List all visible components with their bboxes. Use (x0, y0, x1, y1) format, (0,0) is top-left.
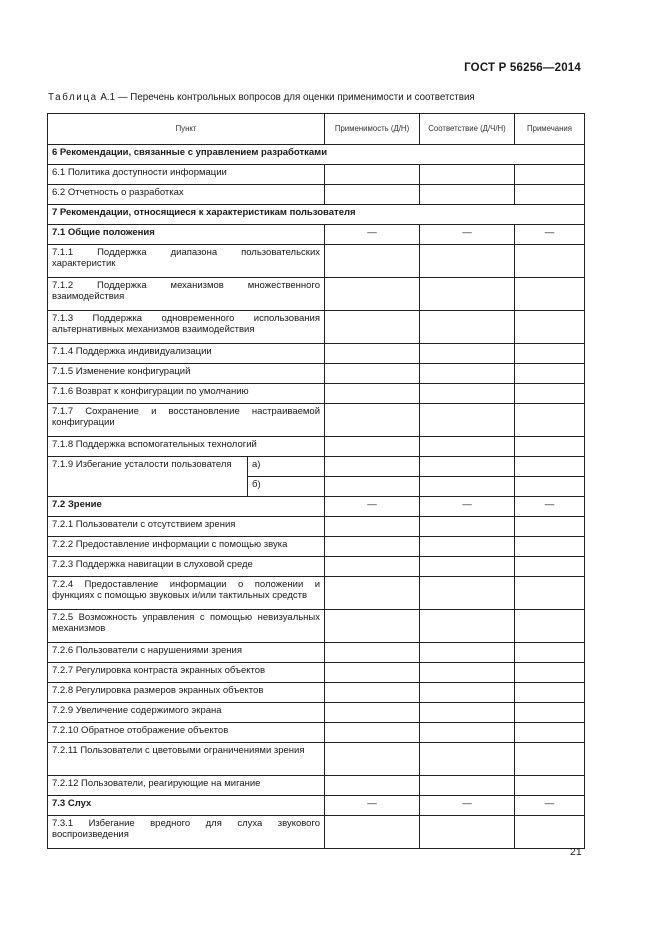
cell-applicability (325, 703, 420, 723)
cell-compliance (420, 723, 515, 743)
table-row (48, 364, 585, 384)
row-label: 7.2.10 Обратное отображение объектов (48, 723, 325, 743)
cell-compliance (420, 610, 515, 643)
row-label: 7.2.9 Увеличение содержимого экрана (48, 703, 325, 723)
cell-notes (515, 743, 585, 776)
cell-applicability (325, 816, 420, 849)
row-label: 7.3.1 Избегание вредного для слуха звукового воспроизведения (48, 816, 325, 849)
cell-notes (515, 311, 585, 344)
cell-compliance (420, 776, 515, 796)
row-label: 7.2.5 Возможность управления с помощью невизуальных механизмов (48, 610, 325, 643)
cell-applicability (325, 743, 420, 776)
cell-notes (515, 610, 585, 643)
cell-applicability (325, 537, 420, 557)
cell-notes (515, 517, 585, 537)
table-row (48, 723, 585, 743)
row-label: 7.2.8 Регулировка размеров экранных объектов (48, 683, 325, 703)
cell-compliance (420, 344, 515, 364)
row-label: 7.2.1 Пользователи с отсутствием зрения (48, 517, 325, 537)
table-row (48, 643, 585, 663)
cell-notes (515, 185, 585, 205)
table-row (48, 245, 585, 278)
cell-applicability: — (325, 225, 420, 245)
cell-applicability: — (325, 796, 420, 816)
row-label: 7.1.9 Избегание усталости пользователя (48, 457, 248, 497)
cell-applicability (325, 643, 420, 663)
cell-compliance (420, 404, 515, 437)
table-caption (48, 92, 475, 103)
cell-notes (515, 457, 585, 477)
cell-compliance (420, 663, 515, 683)
cell-compliance (420, 245, 515, 278)
table-row (48, 663, 585, 683)
row-label: 7.1.4 Поддержка индивидуализации (48, 344, 325, 364)
cell-applicability (325, 311, 420, 344)
cell-notes (515, 703, 585, 723)
row-label: 6.2 Отчетность о разработках (48, 185, 325, 205)
table-row (48, 610, 585, 643)
cell-notes (515, 577, 585, 610)
table-row (48, 743, 585, 776)
cell-notes (515, 776, 585, 796)
cell-applicability (325, 344, 420, 364)
cell-applicability (325, 364, 420, 384)
table-row (48, 537, 585, 557)
row-label: 6 Рекомендации, связанные с управлением разработками (48, 145, 585, 165)
table-row (48, 437, 585, 457)
cell-applicability (325, 610, 420, 643)
cell-compliance: — (420, 796, 515, 816)
checklist-table (47, 113, 585, 849)
cell-compliance: — (420, 225, 515, 245)
cell-notes (515, 344, 585, 364)
cell-applicability (325, 437, 420, 457)
cell-compliance (420, 557, 515, 577)
row-label: 7.2.12 Пользователи, реагирующие на мигание (48, 776, 325, 796)
table-row (48, 683, 585, 703)
cell-compliance (420, 165, 515, 185)
cell-notes (515, 245, 585, 278)
row-sublabel-a: а) (248, 457, 325, 477)
row-label: 7 Рекомендации, относящиеся к характеристикам пользователя (48, 205, 585, 225)
cell-applicability (325, 404, 420, 437)
table-row (48, 278, 585, 311)
cell-applicability (325, 245, 420, 278)
cell-notes (515, 663, 585, 683)
row-label: 7.1.6 Возврат к конфигурации по умолчанию (48, 384, 325, 404)
cell-notes (515, 404, 585, 437)
table-row (48, 311, 585, 344)
table-row (48, 225, 585, 245)
header-compliance: Соответствие (Д/Ч/Н) (420, 114, 515, 145)
cell-applicability (325, 577, 420, 610)
table-row (48, 703, 585, 723)
cell-notes (515, 477, 585, 497)
row-label: 7.1.1 Поддержка диапазона пользовательских характеристик (48, 245, 325, 278)
cell-notes (515, 278, 585, 311)
cell-compliance (420, 816, 515, 849)
cell-compliance (420, 577, 515, 610)
cell-compliance (420, 517, 515, 537)
row-label: 7.2.4 Предоставление информации о положении и функциях с помощью звуковых и/или тактильных средств (48, 577, 325, 610)
cell-applicability (325, 278, 420, 311)
cell-compliance (420, 364, 515, 384)
table-row (48, 205, 585, 225)
table-row (48, 577, 585, 610)
row-sublabel-b: б) (248, 477, 325, 497)
table-row (48, 185, 585, 205)
cell-compliance (420, 437, 515, 457)
cell-compliance (420, 643, 515, 663)
cell-notes (515, 643, 585, 663)
cell-applicability: — (325, 497, 420, 517)
cell-applicability (325, 663, 420, 683)
cell-applicability (325, 384, 420, 404)
cell-compliance (420, 703, 515, 723)
cell-compliance (420, 384, 515, 404)
row-label: 7.1.8 Поддержка вспомогательных технологий (48, 437, 325, 457)
row-label: 7.2 Зрение (48, 497, 325, 517)
cell-notes: — (515, 225, 585, 245)
cell-notes (515, 683, 585, 703)
cell-compliance (420, 311, 515, 344)
cell-applicability (325, 517, 420, 537)
cell-compliance (420, 457, 515, 477)
table-row (48, 557, 585, 577)
cell-notes (515, 437, 585, 457)
cell-applicability (325, 776, 420, 796)
row-label: 7.1.5 Изменение конфигураций (48, 364, 325, 384)
header-item: Пункт (48, 114, 325, 145)
row-label: 7.1 Общие положения (48, 225, 325, 245)
row-label: 7.2.6 Пользователи с нарушениями зрения (48, 643, 325, 663)
table-header-row (48, 114, 585, 145)
document-standard-header: ГОСТ Р 56256—2014 (464, 62, 581, 74)
cell-notes (515, 816, 585, 849)
cell-compliance (420, 743, 515, 776)
page-number: 21 (570, 846, 582, 858)
row-label: 7.3 Слух (48, 796, 325, 816)
cell-notes (515, 557, 585, 577)
table-caption-label: Таблица (48, 92, 98, 103)
table-row (48, 384, 585, 404)
table-row (48, 344, 585, 364)
table-row (48, 796, 585, 816)
cell-compliance (420, 537, 515, 557)
cell-applicability (325, 185, 420, 205)
cell-applicability (325, 557, 420, 577)
row-label: 7.1.2 Поддержка механизмов множественного взаимодействия (48, 278, 325, 311)
row-label: 7.1.3 Поддержка одновременного использования альтернативных механизмов взаимодействия (48, 311, 325, 344)
cell-compliance (420, 278, 515, 311)
cell-notes (515, 364, 585, 384)
cell-applicability (325, 165, 420, 185)
table-row (48, 776, 585, 796)
cell-notes: — (515, 497, 585, 517)
cell-applicability (325, 477, 420, 497)
cell-applicability (325, 457, 420, 477)
row-label: 7.2.11 Пользователи с цветовыми ограничениями зрения (48, 743, 325, 776)
row-label: 6.1 Политика доступности информации (48, 165, 325, 185)
table-row (48, 404, 585, 437)
header-applicability: Применимость (Д/Н) (325, 114, 420, 145)
cell-notes (515, 723, 585, 743)
cell-compliance: — (420, 497, 515, 517)
row-label: 7.2.3 Поддержка навигации в слуховой среде (48, 557, 325, 577)
cell-compliance (420, 185, 515, 205)
cell-notes: — (515, 796, 585, 816)
table-row (48, 497, 585, 517)
table-row (48, 517, 585, 537)
row-label: 7.2.2 Предоставление информации с помощью звука (48, 537, 325, 557)
table-row (48, 457, 585, 477)
table-row (48, 816, 585, 849)
table-row (48, 145, 585, 165)
table-caption-text: А.1 — Перечень контрольных вопросов для оценки применимости и соответствия (97, 92, 475, 103)
cell-compliance (420, 477, 515, 497)
cell-notes (515, 165, 585, 185)
cell-compliance (420, 683, 515, 703)
cell-applicability (325, 723, 420, 743)
header-notes: Примечания (515, 114, 585, 145)
cell-notes (515, 537, 585, 557)
row-label: 7.2.7 Регулировка контраста экранных объектов (48, 663, 325, 683)
table-row (48, 165, 585, 185)
row-label: 7.1.7 Сохранение и восстановление настраиваемой конфигурации (48, 404, 325, 437)
cell-notes (515, 384, 585, 404)
cell-applicability (325, 683, 420, 703)
table-body (48, 145, 585, 849)
